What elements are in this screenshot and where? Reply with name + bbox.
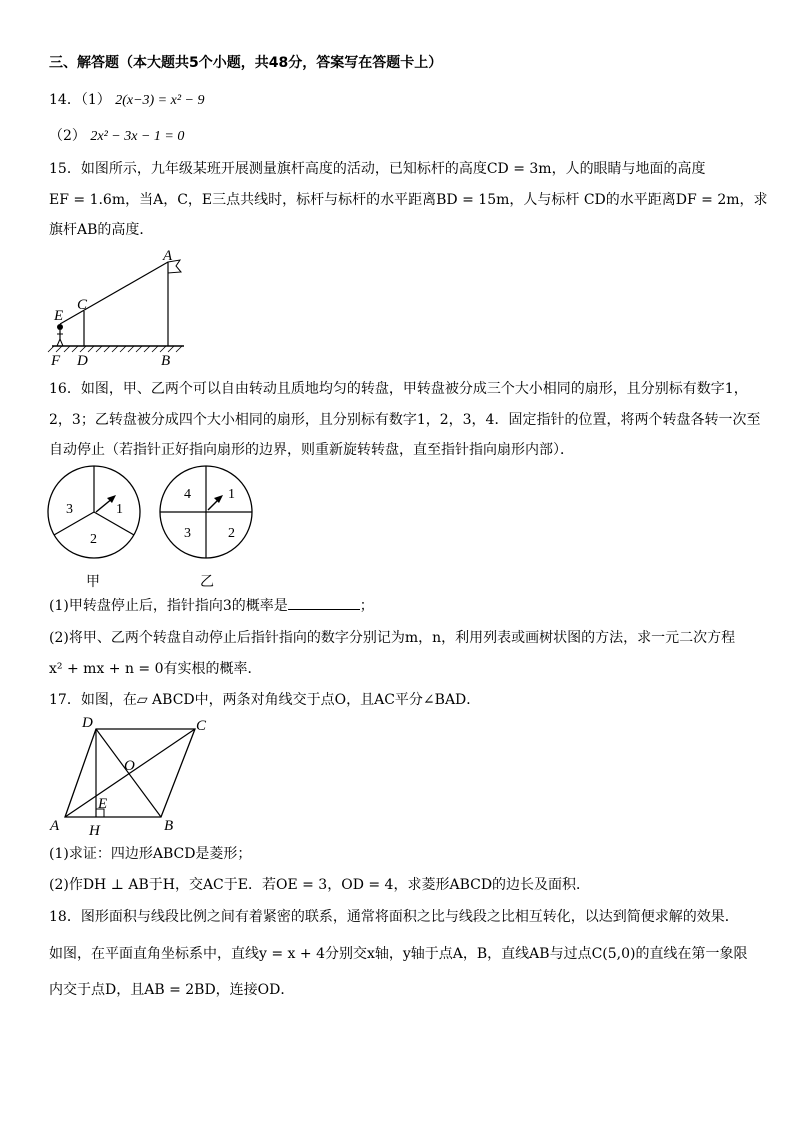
fig17-label-O: O — [124, 758, 135, 774]
wheel-jia-caption: 甲 — [86, 574, 100, 590]
q16-line2: 2，3；乙转盘被分成四个大小相同的扇形，且分别标有数字1，2，3，4．固定指针的位置，将两个转盘各转一次至 — [49, 412, 761, 428]
q14-equation-2: 2x² − 3x − 1 = 0 — [90, 129, 185, 144]
label-E: E — [54, 308, 64, 324]
fig17-label-C: C — [196, 718, 207, 734]
fig17-label-A: A — [50, 818, 60, 834]
label-C: C — [77, 297, 88, 313]
q16-line1: 16．如图，甲、乙两个可以自由转动且质地均匀的转盘，甲转盘被分成三个大小相同的扇形，且分别标有数字1， — [49, 381, 748, 397]
q16-part2-line1: (2)将甲、乙两个转盘自动停止后指针指向的数字分别记为m，n，利用列表或画树状图的方法，求一元二次方程 — [49, 630, 736, 646]
fig17-label-B: B — [164, 818, 174, 834]
q17-part1: (1)求证：四边形ABCD是菱形； — [49, 846, 252, 862]
wheel-yi-n3: 3 — [184, 526, 191, 541]
wheel-yi-figure — [158, 462, 258, 592]
label-F: F — [51, 353, 61, 369]
q18-line3: 内交于点D，且AB = 2BD，连接OD． — [49, 982, 295, 998]
q16-part1-text: (1)甲转盘停止后，指针指向3的概率是 — [49, 598, 288, 614]
label-A: A — [163, 248, 173, 264]
q14-part1 — [49, 90, 204, 111]
wheel-jia-n1: 1 — [116, 502, 123, 517]
q15-line3: 旗杆AB的高度． — [49, 222, 154, 238]
wheel-yi-n2: 2 — [228, 526, 235, 541]
q16-line3: 自动停止（若指针正好指向扇形的边界，则重新旋转转盘，直至指针指向扇形内部）． — [49, 442, 574, 458]
q15-line1: 15．如图所示，九年级某班开展测量旗杆高度的活动，已知标杆的高度CD = 3m，人的眼睛与地面的高度 — [49, 161, 706, 177]
q15-line2: EF = 1.6m，当A，C，E三点共线时，标杆与标杆的水平距离BD = 15m，人与标杆 CD的水平距离DF = 2m，求 — [49, 192, 768, 208]
answer-blank — [288, 597, 360, 610]
q18-line1: 18．图形面积与线段比例之间有着紧密的联系，通常将面积之比与线段之比相互转化，以达到简便求解的效果． — [49, 909, 739, 925]
wheel-jia-n2: 2 — [90, 532, 97, 547]
wheel-jia-n3: 3 — [66, 502, 73, 517]
wheel-jia-figure — [46, 462, 146, 592]
q17-line1: 17．如图，在▱ ABCD中，两条对角线交于点O，且AC平分∠BAD． — [49, 692, 481, 708]
q18-line2: 如图，在平面直角坐标系中，直线y = x + 4分别交x轴，y轴于点A，B，直线AB与过点C(5,0)的直线在第一象限 — [49, 946, 748, 962]
q17-figure — [44, 710, 224, 840]
q16-part1 — [49, 596, 374, 616]
q16-part1-end: ； — [359, 598, 374, 614]
label-B: B — [161, 353, 171, 369]
section-title: 三、解答题（本大题共5个小题，共48分，答案写在答题卡上） — [49, 55, 443, 71]
fig17-label-E: E — [98, 796, 108, 812]
q14-sub2: （2） — [49, 128, 86, 144]
fig17-label-H: H — [89, 823, 100, 839]
q15-figure — [44, 246, 194, 371]
q16-part2-line2: x² + mx + n = 0有实根的概率． — [49, 661, 262, 677]
wheel-yi-n1: 1 — [228, 487, 235, 502]
wheel-yi-caption: 乙 — [200, 574, 214, 590]
label-D: D — [77, 353, 88, 369]
q14-part2 — [49, 126, 184, 147]
fig17-label-D: D — [82, 715, 93, 731]
q14-number: 14．（1） — [49, 92, 111, 108]
q17-part2: (2)作DH ⊥ AB于H，交AC于E．若OE = 3，OD = 4，求菱形ABCD的边长及面积． — [49, 877, 591, 893]
q14-equation-1: 2(x−3) = x² − 9 — [115, 93, 205, 108]
wheel-yi-n4: 4 — [184, 487, 191, 502]
